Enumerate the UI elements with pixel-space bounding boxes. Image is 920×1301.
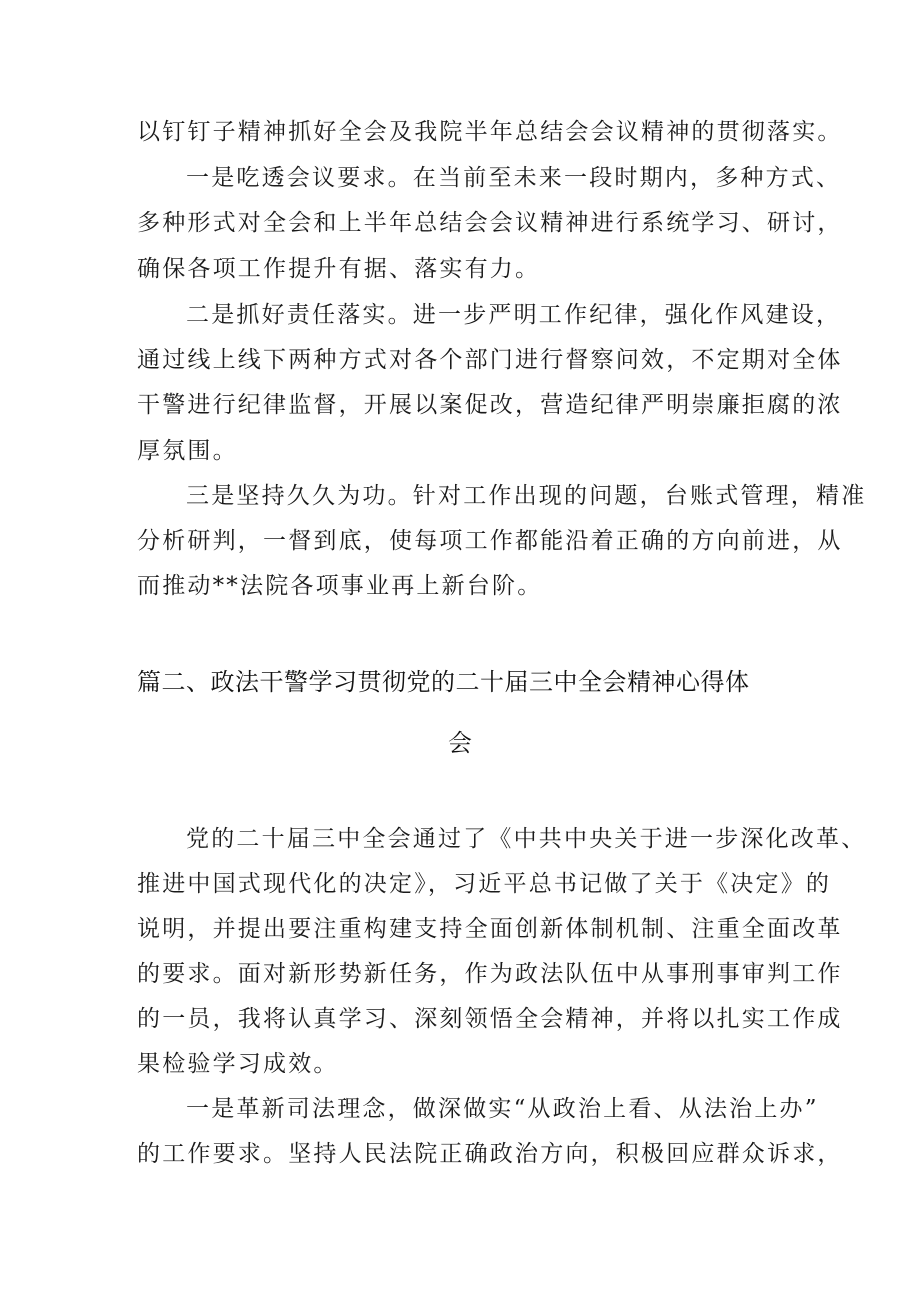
paragraph-line: 推进中国式现代化的决定》，习近平总书记做了关于《决定》的 [137, 871, 832, 897]
paragraph-line: 的一员，我将认真学习、深刻领悟全会精神，并将以扎实工作成 [137, 1006, 843, 1032]
paragraph-line: 二是抓好责任落实。进一步严明工作纪律，强化作风建设， [186, 302, 842, 328]
paragraph-line: 确保各项工作提升有据、落实有力。 [137, 256, 541, 282]
paragraph-line: 干警进行纪律监督，开展以案促改，营造纪律严明崇廉拒腐的浓 [137, 392, 843, 418]
paragraph-line: 一是革新司法理念，做深做实“从政治上看、从法治上办” [186, 1096, 819, 1122]
paragraph-line: 多种形式对全会和上半年总结会会议精神进行系统学习、研讨， [137, 210, 843, 236]
paragraph-line: 三是坚持久久为功。针对工作出现的问题，台账式管理，精准 [186, 483, 867, 509]
paragraph-line: 分析研判，一督到底，使每项工作都能沿着正确的方向前进，从 [137, 528, 843, 554]
section-heading-continuation: 会 [448, 729, 473, 757]
section-heading: 篇二、政法干警学习贯彻党的二十届三中全会精神心得体 [137, 668, 750, 696]
paragraph-line: 的要求。面对新形势新任务，作为政法队伍中从事刑事审判工作 [137, 961, 843, 987]
paragraph-line: 的工作要求。坚持人民法院正确政治方向，积极回应群众诉求， [137, 1141, 843, 1167]
paragraph-line: 以钉钉子精神抓好全会及我院半年总结会会议精神的贯彻落实。 [137, 119, 843, 145]
paragraph-line: 果检验学习成效。 [137, 1051, 339, 1077]
paragraph-line: 一是吃透会议要求。在当前至未来一段时期内，多种方式、 [186, 165, 842, 191]
paragraph-line: 党的二十届三中全会通过了《中共中央关于进一步深化改革、 [186, 826, 867, 852]
paragraph-line: 通过线上线下两种方式对各个部门进行督察问效，不定期对全体 [137, 347, 843, 373]
paragraph-line: 而推动**法院各项事业再上新台阶。 [137, 573, 543, 599]
paragraph-line: 厚氛围。 [137, 438, 238, 464]
paragraph-line: 说明，并提出要注重构建支持全面创新体制机制、注重全面改革 [137, 916, 843, 942]
